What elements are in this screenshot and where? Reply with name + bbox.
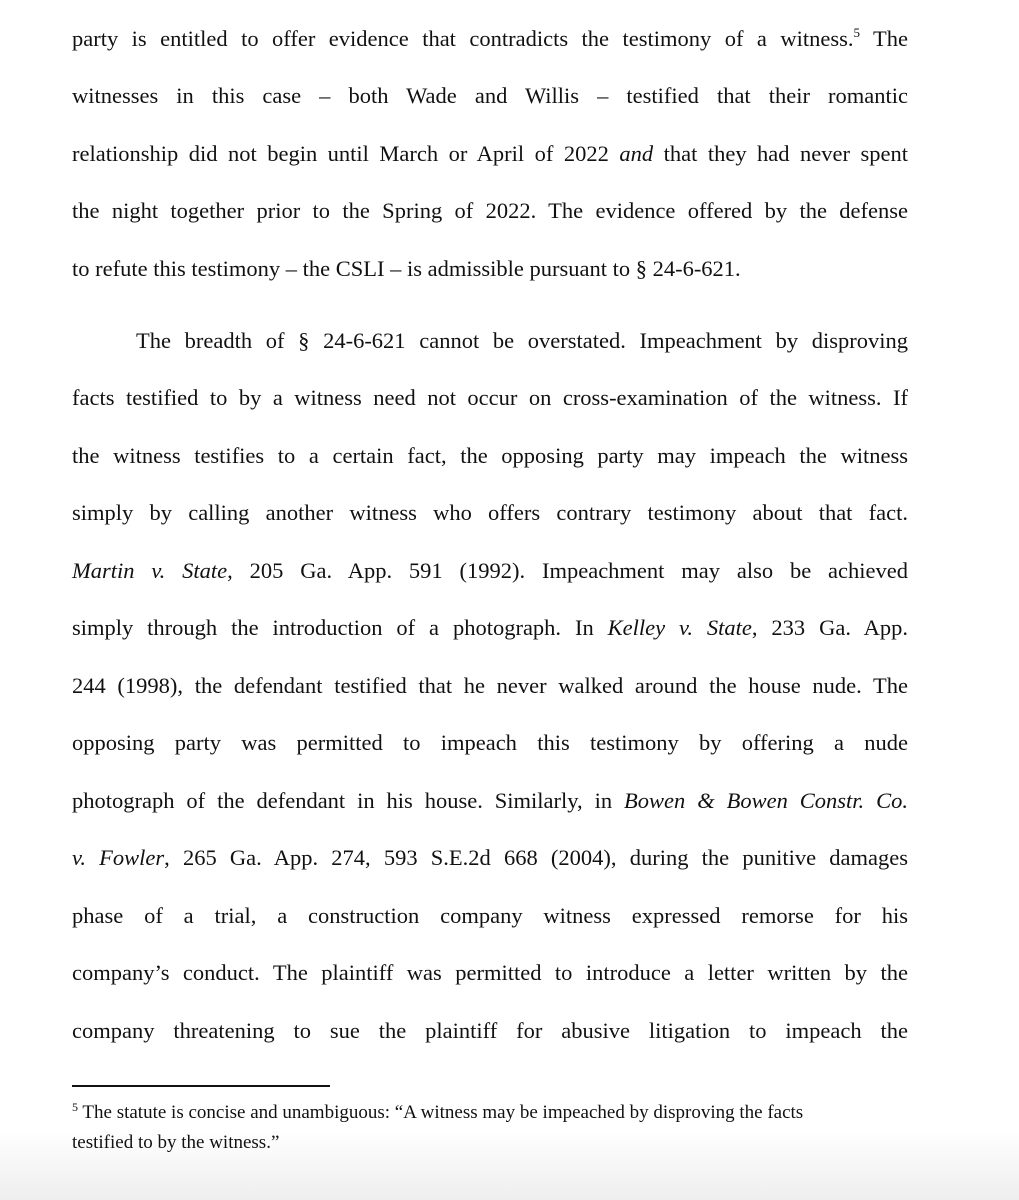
body-line: phase of a trial, a construction company witness expressed remorse for his	[72, 903, 908, 928]
body-line: company’s conduct. The plaintiff was permitted to introduce a letter written by the	[72, 960, 908, 985]
footnote-line: $^5$ The statute is concise and unambiguous: “A witness may be impeached by disproving the facts	[72, 1100, 804, 1123]
body-line: photograph of the defendant in his house. Similarly, in Bowen & Bowen Constr. Co.	[72, 788, 908, 813]
case-citation: Martin v. State	[72, 558, 228, 583]
body-line: 244 (1998), the defendant testified that he never walked around the house nude. The	[72, 673, 908, 698]
body-line: facts testified to by a witness need not occur on cross-examination of the witness. If	[72, 385, 908, 410]
body-line: witnesses in this case – both Wade and Willis – testified that their romantic	[72, 83, 908, 108]
body-line: simply by calling another witness who offers contrary testimony about that fact.	[72, 500, 908, 525]
body-line: opposing party was permitted to impeach this testimony by offering a nude	[72, 730, 908, 755]
footnote-separator	[72, 1085, 330, 1087]
case-citation: Bowen & Bowen Constr. Co.	[624, 788, 908, 813]
body-line: relationship did not begin until March or April of 2022 and that they had never spent	[72, 141, 908, 166]
body-line: party is entitled to offer evidence that contradicts the testimony of a witness.$^5$ The	[72, 25, 908, 51]
body-line: company threatening to sue the plaintiff for abusive litigation to impeach the	[72, 1018, 908, 1043]
body-line: Martin v. State, 205 Ga. App. 591 (1992). Impeachment may also be achieved	[72, 558, 908, 583]
footnote-number: 5	[72, 1100, 78, 1114]
footnote-line: testified to by the witness.”	[72, 1132, 280, 1153]
body-line: the night together prior to the Spring of 2022. The evidence offered by the defense	[72, 198, 908, 223]
case-citation: v. Fowler	[72, 845, 165, 870]
body-line: v. Fowler, 265 Ga. App. 274, 593 S.E.2d 668 (2004), during the punitive damages	[72, 845, 908, 870]
case-citation: Kelley v. State	[607, 615, 752, 640]
body-line: The breadth of § 24-6-621 cannot be overstated. Impeachment by disproving	[136, 328, 908, 353]
footnote-reference[interactable]: 5	[853, 25, 860, 40]
body-line: the witness testifies to a certain fact, the opposing party may impeach the witness	[72, 443, 908, 468]
body-line: to refute this testimony – the CSLI – is admissible pursuant to § 24-6-621.	[72, 256, 741, 281]
body-line: simply through the introduction of a photograph. In Kelley v. State, 233 Ga. App.	[72, 615, 908, 640]
